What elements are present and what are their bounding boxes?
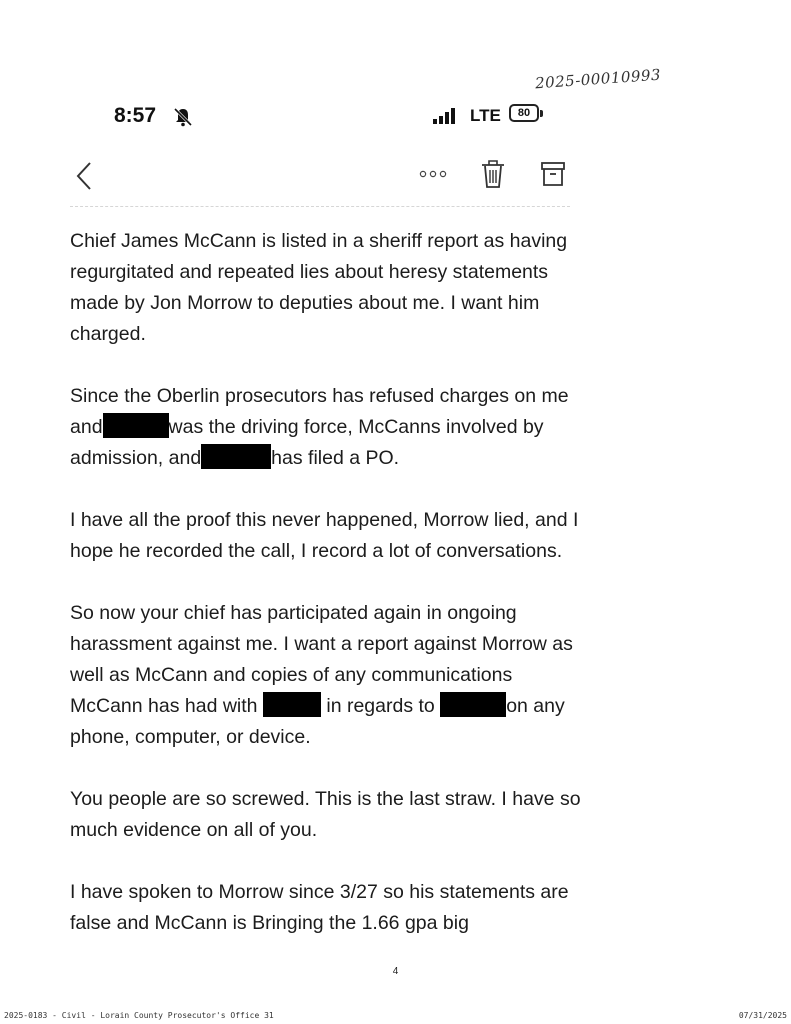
redaction-box xyxy=(263,692,321,717)
message-paragraph: You people are so screwed. This is the last straw. I have so much evidence on all of you. xyxy=(70,788,581,841)
signal-icon xyxy=(432,108,458,124)
message-text: in regards to xyxy=(326,695,435,717)
redaction-box xyxy=(440,692,506,717)
message-text: has filed a PO. xyxy=(271,447,400,469)
message-paragraph: I have spoken to Morrow since 3/27 so his statements are false and McCann is Bringing the 1.66 gpa big xyxy=(70,881,569,934)
message-paragraph: I have all the proof this never happened, Morrow lied, and I hope he recorded the call, I record a lot of conversations. xyxy=(70,509,579,562)
bell-muted-icon xyxy=(172,106,194,128)
message-toolbar xyxy=(0,152,791,198)
trash-icon[interactable] xyxy=(480,158,506,190)
footer-case-label: 2025-0183 - Civil - Lorain County Prosecutor's Office 31 xyxy=(4,1011,274,1020)
message-text: Since the Oberlin prosecutors has refused charges on me and xyxy=(70,385,569,438)
redaction-box xyxy=(103,413,169,438)
back-icon[interactable] xyxy=(70,160,100,192)
battery-tip xyxy=(540,110,543,117)
handwritten-record-number: 2025-00010993 xyxy=(534,65,662,93)
message-paragraph xyxy=(70,381,590,474)
toolbar-divider xyxy=(70,206,570,207)
redaction-box xyxy=(201,444,271,469)
network-type: LTE xyxy=(470,106,501,125)
message-paragraph: Chief James McCann is listed in a sheriff report as having regurgitated and repeated lies about heresy statements made by Jon Morrow to deputies about me. I want him charged. xyxy=(70,230,568,345)
status-bar xyxy=(0,98,791,134)
message-paragraph xyxy=(70,598,590,753)
more-icon[interactable] xyxy=(416,168,450,180)
message-text: was the driving force, McCanns involved by admission, and xyxy=(70,416,544,469)
footer-date: 07/31/2025 xyxy=(738,1011,787,1020)
message-text: on any phone, computer, or device. xyxy=(70,695,565,748)
battery-indicator: 80 xyxy=(509,104,539,122)
archive-icon[interactable] xyxy=(540,160,566,188)
message-body xyxy=(70,226,590,970)
page-number: 4 xyxy=(392,966,399,977)
status-time: 8:57 xyxy=(114,104,157,127)
message-text: So now your chief has participated again in ongoing harassment against me. I want a report against Morrow as well as McCann and copies of any communications McCann has had with xyxy=(70,602,573,717)
